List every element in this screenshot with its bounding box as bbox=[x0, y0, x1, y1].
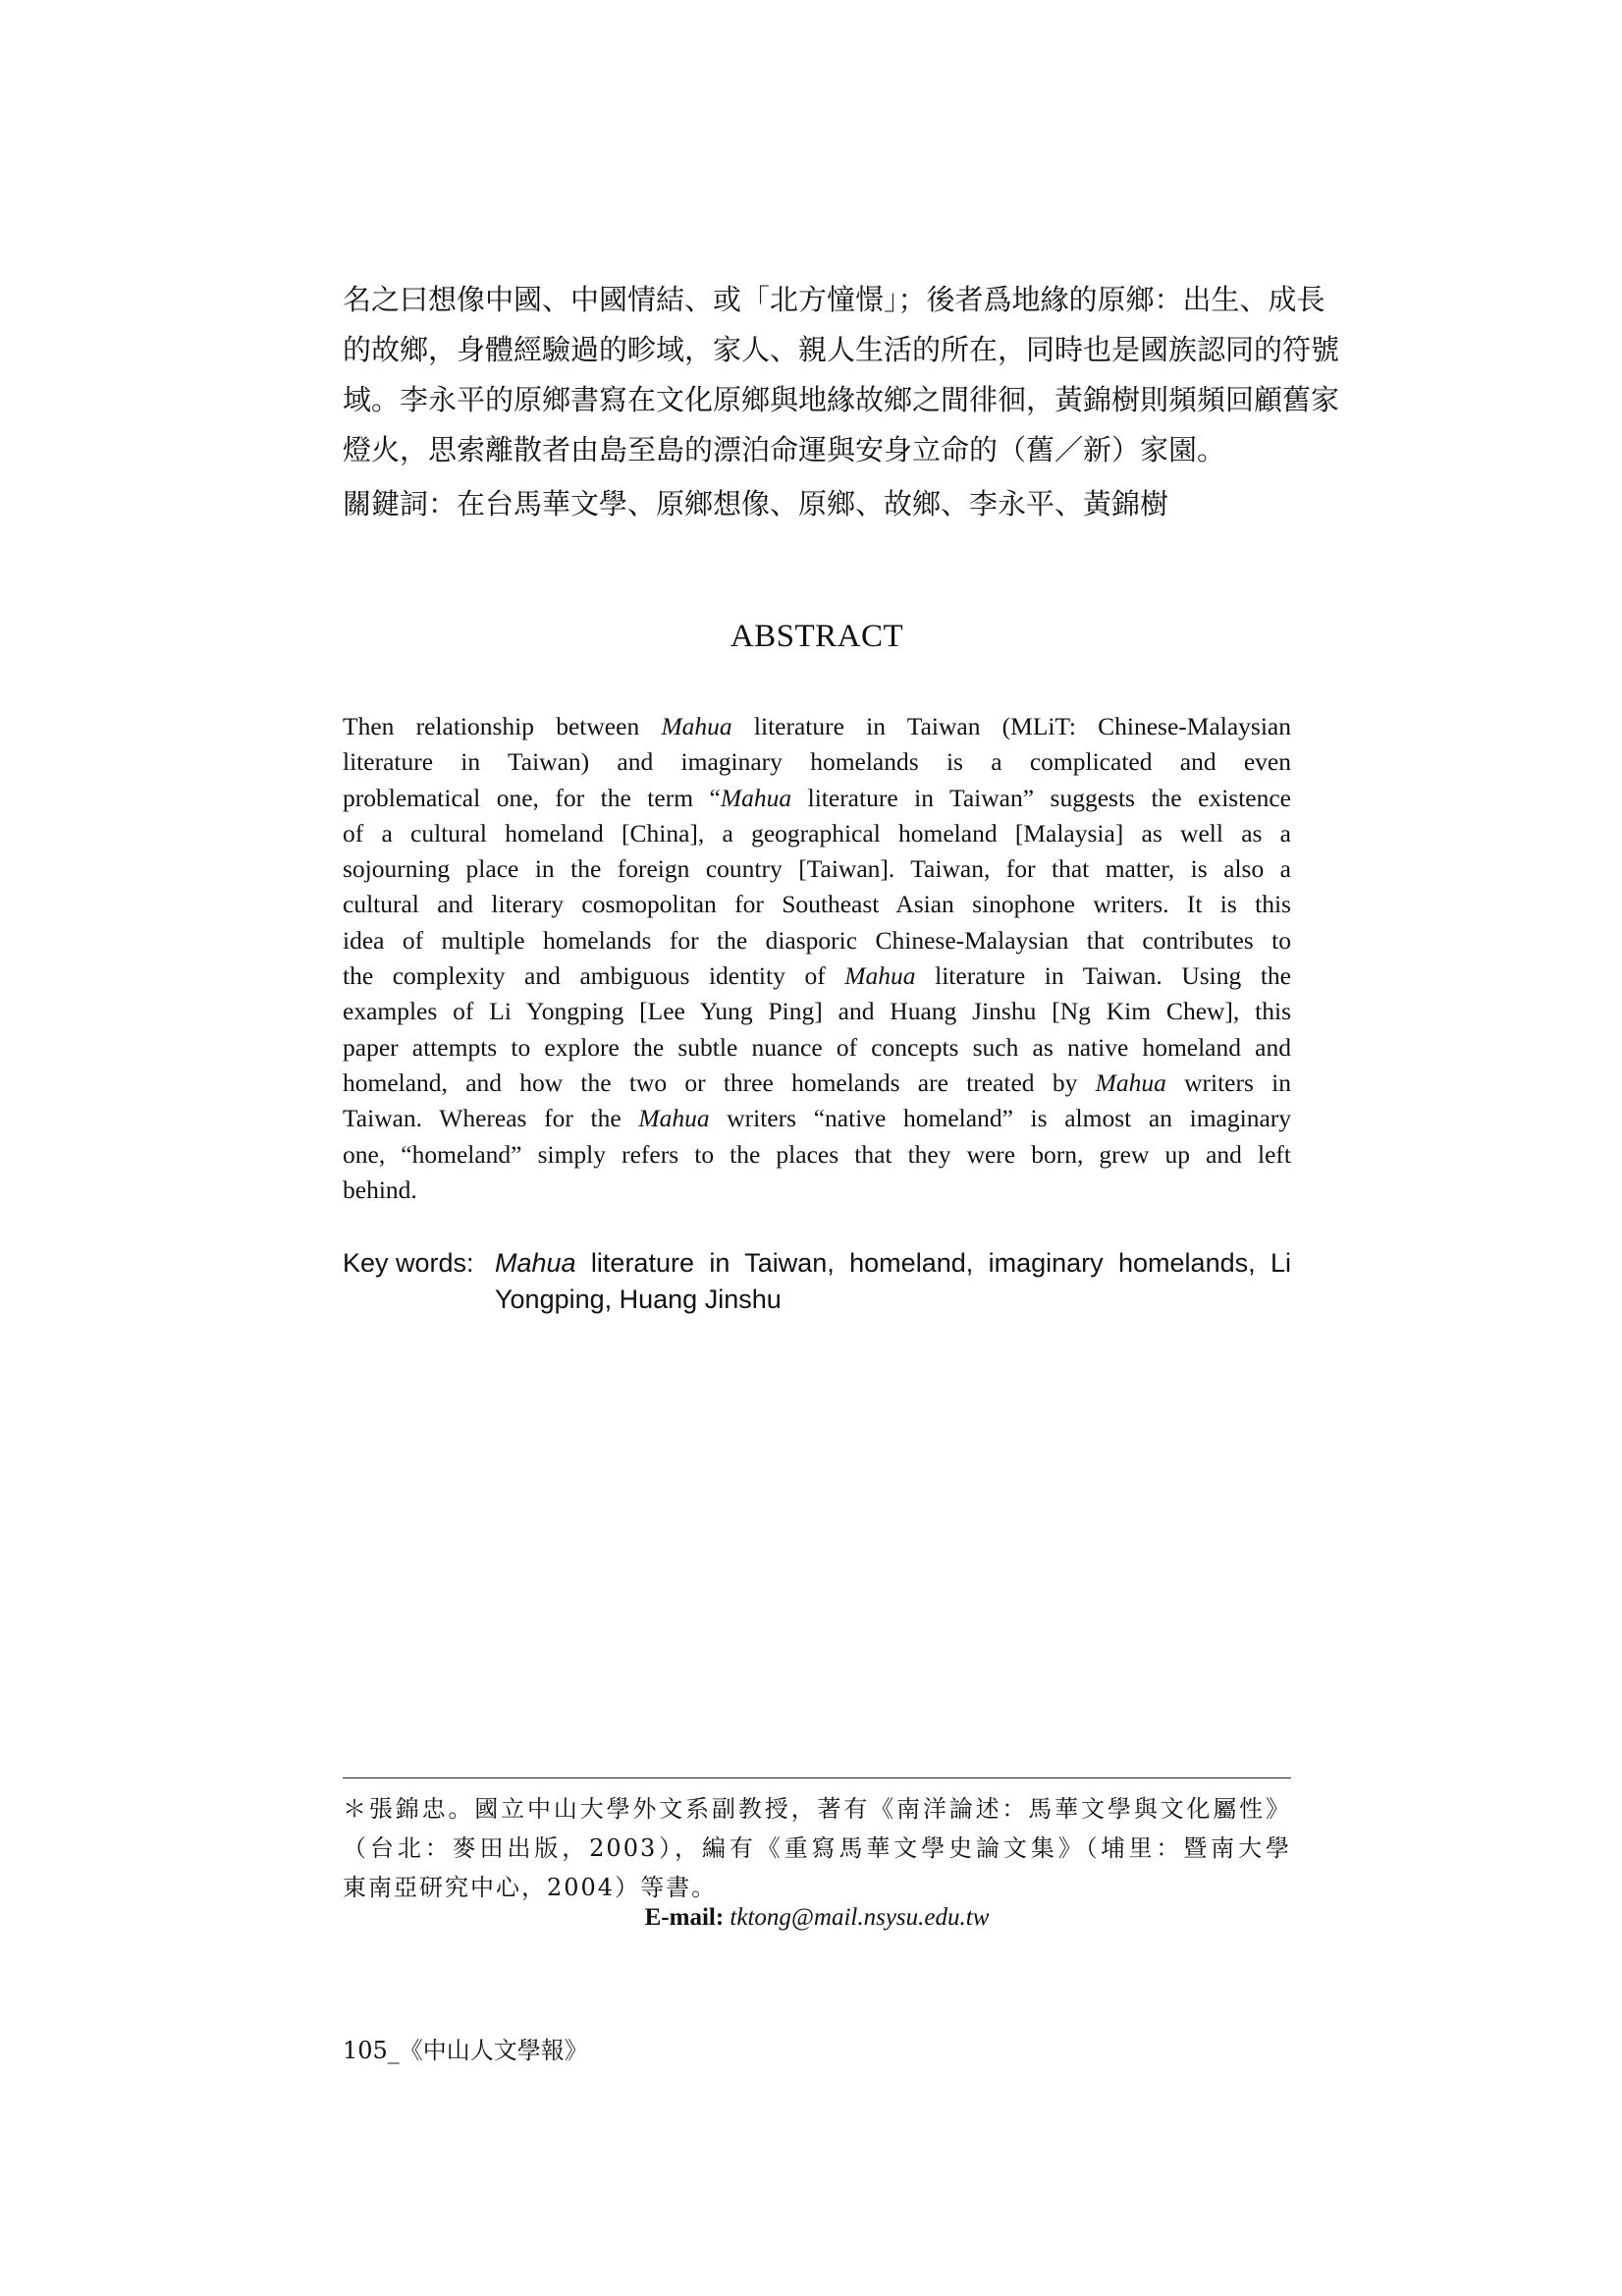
abstract-line: one, “homeland” simply refers to the places that they were born, grew up and left bbox=[343, 1139, 1291, 1169]
author-footnote bbox=[343, 1789, 1291, 1907]
italic-term: Mahua bbox=[661, 712, 732, 740]
chinese-abstract-line: 名之曰想像中國、中國情結、或「北方憧憬」；後者爲地緣的原鄉：出生、成長 bbox=[343, 283, 1325, 316]
abstract-line: examples of Li Yongping [Lee Yung Ping] and Huang Jinshu [Ng Kim Chew], this bbox=[343, 997, 1291, 1026]
footnote-divider bbox=[343, 1777, 1291, 1778]
keywords-text: Yongping, Huang Jinshu bbox=[495, 1285, 782, 1314]
abstract-line: idea of multiple homelands for the diasporic Chinese-Malaysian that contributes to bbox=[343, 925, 1291, 955]
chinese-abstract-line: 域。李永平的原鄉書寫在文化原鄉與地緣故鄉之間徘徊，黃錦樹則頻頻回顧舊家 bbox=[343, 383, 1340, 416]
page-footer: 105_《中山人文學報》 bbox=[343, 2037, 588, 2064]
italic-term: Mahua bbox=[638, 1104, 710, 1133]
keywords-text: Mahua literature in Taiwan, homeland, imaginary homelands, Li bbox=[495, 1248, 1291, 1278]
footnote-line: （台北：麥田出版，2003），編有《重寫馬華文學史論文集》（埔里：暨南大學 bbox=[343, 1834, 1291, 1862]
chinese-abstract-line: 燈火，思索離散者由島至島的漂泊命運與安身立命的（舊／新）家園。 bbox=[343, 433, 1226, 466]
footnote-line: 東南亞研究中心，2004）等書。 bbox=[343, 1874, 718, 1901]
abstract-heading: ABSTRACT bbox=[730, 619, 904, 654]
abstract-line: of a cultural homeland [China], a geographical homeland [Malaysia] as well as a bbox=[343, 818, 1291, 847]
abstract-line: paper attempts to explore the subtle nuance of concepts such as native homeland and bbox=[343, 1032, 1291, 1062]
abstract-line: problematical one, for the term “Mahua literature in Taiwan” suggests the existence bbox=[343, 783, 1291, 812]
abstract-line: behind. bbox=[343, 1175, 417, 1204]
abstract-line: sojourning place in the foreign country [Taiwan]. Taiwan, for that matter, is also a bbox=[343, 854, 1291, 884]
italic-term: Mahua bbox=[495, 1248, 576, 1278]
keywords-label: Key words: bbox=[343, 1248, 474, 1278]
italic-term: Mahua bbox=[844, 961, 916, 991]
author-email bbox=[343, 1904, 1291, 1932]
abstract-line: the complexity and ambiguous identity of Mahua literature in Taiwan. Using the bbox=[343, 961, 1291, 991]
abstract-line: cultural and literary cosmopolitan for Southeast Asian sinophone writers. It is this bbox=[343, 890, 1291, 919]
chinese-abstract-line: 的故鄉，身體經驗過的畛域，家人、親人生活的所在，同時也是國族認同的符號 bbox=[343, 333, 1340, 366]
italic-term: Mahua bbox=[720, 783, 792, 812]
email-address[interactable]: tktong@mail.nsysu.edu.tw bbox=[730, 1904, 990, 1931]
abstract-line: literature in Taiwan) and imaginary homelands is a complicated and even bbox=[343, 747, 1291, 777]
english-abstract-paragraph bbox=[343, 709, 1291, 1208]
italic-term: Mahua bbox=[1095, 1067, 1166, 1097]
email-label: E-mail: bbox=[644, 1904, 725, 1931]
abstract-line: Taiwan. Whereas for the Mahua writers “native homeland” is almost an imaginary bbox=[343, 1104, 1292, 1133]
chinese-keywords: 關鍵詞：在台馬華文學、原鄉想像、原鄉、故鄉、李永平、黃錦樹 bbox=[343, 487, 1169, 520]
keywords-label-spacer bbox=[343, 1282, 495, 1318]
chinese-abstract-paragraph bbox=[343, 275, 1340, 475]
abstract-line: Then relationship between Mahua literature in Taiwan (MLiT: Chinese-Malaysian bbox=[343, 712, 1291, 740]
english-keywords bbox=[343, 1245, 1291, 1318]
abstract-line: homeland, and how the two or three homelands are treated by Mahua writers in bbox=[343, 1067, 1291, 1097]
footnote-line: ＊張錦忠。國立中山大學外文系副教授，著有《南洋論述：馬華文學與文化屬性》 bbox=[343, 1795, 1291, 1823]
